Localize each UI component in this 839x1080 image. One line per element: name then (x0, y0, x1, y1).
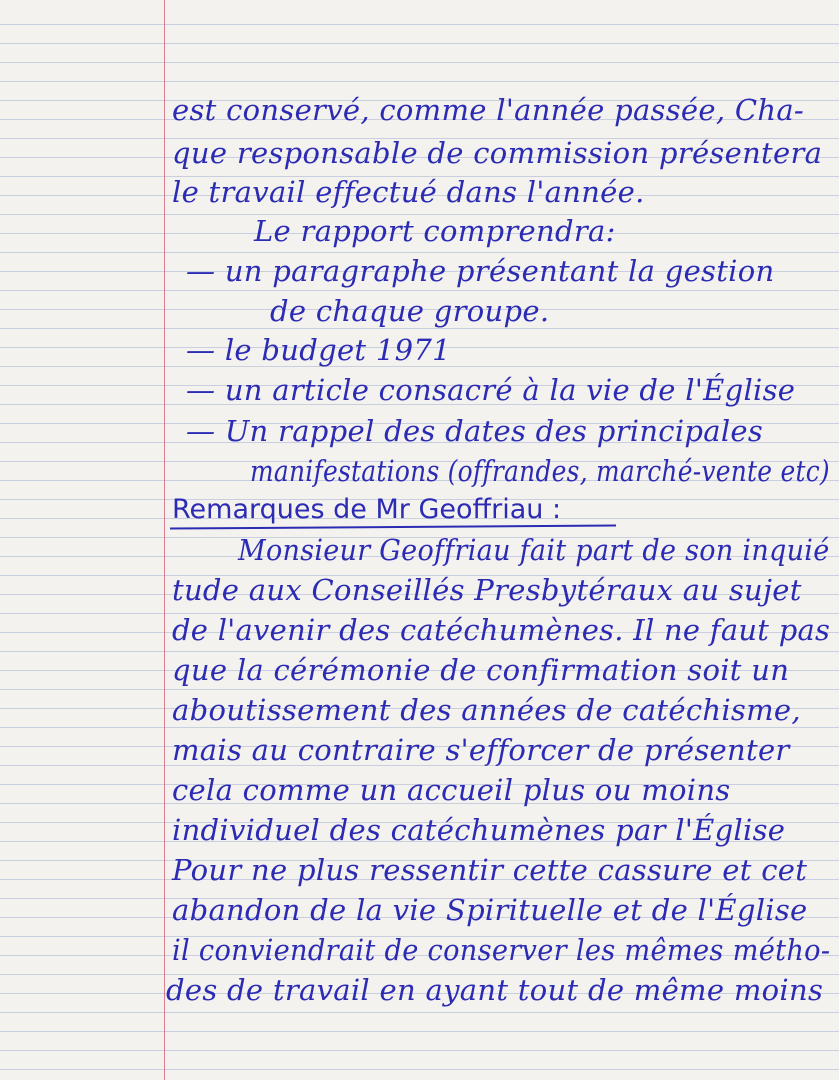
paragraph-line: abandon de la vie Spirituelle et de l'Église (172, 893, 808, 927)
paragraph-line: de l'avenir des catéchumènes. Il ne faut pas (172, 613, 831, 647)
paragraph-line: que la cérémonie de confirmation soit un (172, 653, 790, 687)
text-line: — Un rappel des dates des principales (186, 414, 764, 448)
margin-line (164, 0, 165, 1080)
text-line: — le budget 1971 (186, 333, 451, 367)
paragraph-line: tude aux Conseillés Presbytéraux au sujet (172, 573, 802, 607)
text-line: de chaque groupe. (270, 294, 550, 328)
text-line: — un paragraphe présentant la gestion (186, 254, 775, 288)
paragraph-line: Monsieur Geoffriau fait part de son inquié (238, 533, 830, 567)
paragraph-line: Pour ne plus ressentir cette cassure et cet (172, 853, 808, 887)
section-heading: Remarques de Mr Geoffriau : (172, 494, 562, 525)
text-line: que responsable de commission présentera (172, 136, 823, 170)
paragraph-line: aboutissement des années de catéchisme, (172, 693, 801, 727)
text-line: est conservé, comme l'année passée, Cha- (172, 93, 805, 127)
text-line: manifestations (offrandes, marché-vente etc) (250, 454, 830, 488)
paragraph-line: des de travail en ayant tout de même moins (166, 973, 824, 1007)
paragraph-line: mais au contraire s'efforcer de présenter (172, 733, 790, 767)
text-line: le travail effectué dans l'année. (172, 175, 645, 209)
paragraph-line: individuel des catéchumènes par l'Église (172, 813, 786, 847)
text-line: Le rapport comprendra: (254, 214, 616, 248)
text-line: — un article consacré à la vie de l'Église (186, 373, 796, 407)
paragraph-line: cela comme un accueil plus ou moins (172, 773, 731, 807)
paragraph-line: il conviendrait de conserver les mêmes métho- (172, 933, 831, 967)
